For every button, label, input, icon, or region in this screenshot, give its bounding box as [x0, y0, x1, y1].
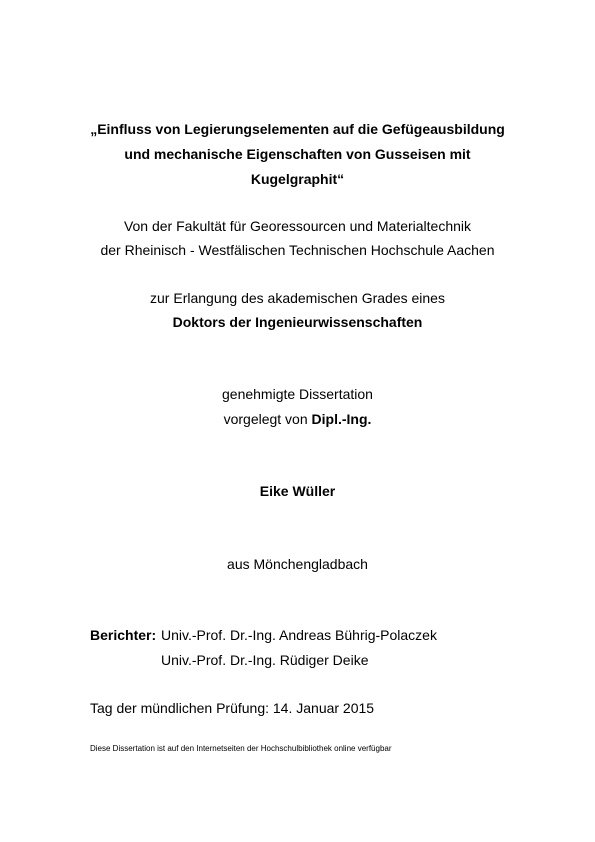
exam-date: Tag der mündlichen Prüfung: 14. Januar 2015	[90, 700, 375, 716]
submitted-title: Dipl.-Ing.	[311, 411, 372, 427]
footer-note: Diese Dissertation ist auf den Internetseiten der Hochschulbibliothek online verfügbar	[90, 744, 392, 753]
faculty-line-1: Von der Fakultät für Georessourcen und Materialtechnik	[123, 218, 472, 234]
dissertation-type: genehmigte Dissertation	[222, 386, 373, 402]
thesis-title-line-3: Kugelgraphit“	[250, 171, 345, 187]
author-name: Eike Wüller	[259, 483, 336, 499]
thesis-title-line-1: „Einfluss von Legierungselementen auf die Gefügeausbildung	[90, 121, 505, 137]
referees-label: Berichter:	[90, 627, 157, 643]
author-origin: aus Mönchengladbach	[227, 556, 368, 572]
degree-name: Doktors der Ingenieurwissenschaften	[172, 314, 423, 330]
submitted-prefix: vorgelegt von	[223, 411, 312, 427]
submitted-by	[0, 411, 595, 427]
thesis-title-line-2: und mechanische Eigenschaften von Gusseisen mit	[124, 146, 471, 162]
referee-1: Univ.-Prof. Dr.-Ing. Andreas Bührig-Polaczek	[161, 627, 437, 643]
degree-intro: zur Erlangung des akademischen Grades eines	[150, 290, 445, 306]
referee-2: Univ.-Prof. Dr.-Ing. Rüdiger Deike	[161, 652, 369, 668]
faculty-line-2: der Rheinisch - Westfälischen Technischen Hochschule Aachen	[100, 242, 495, 258]
